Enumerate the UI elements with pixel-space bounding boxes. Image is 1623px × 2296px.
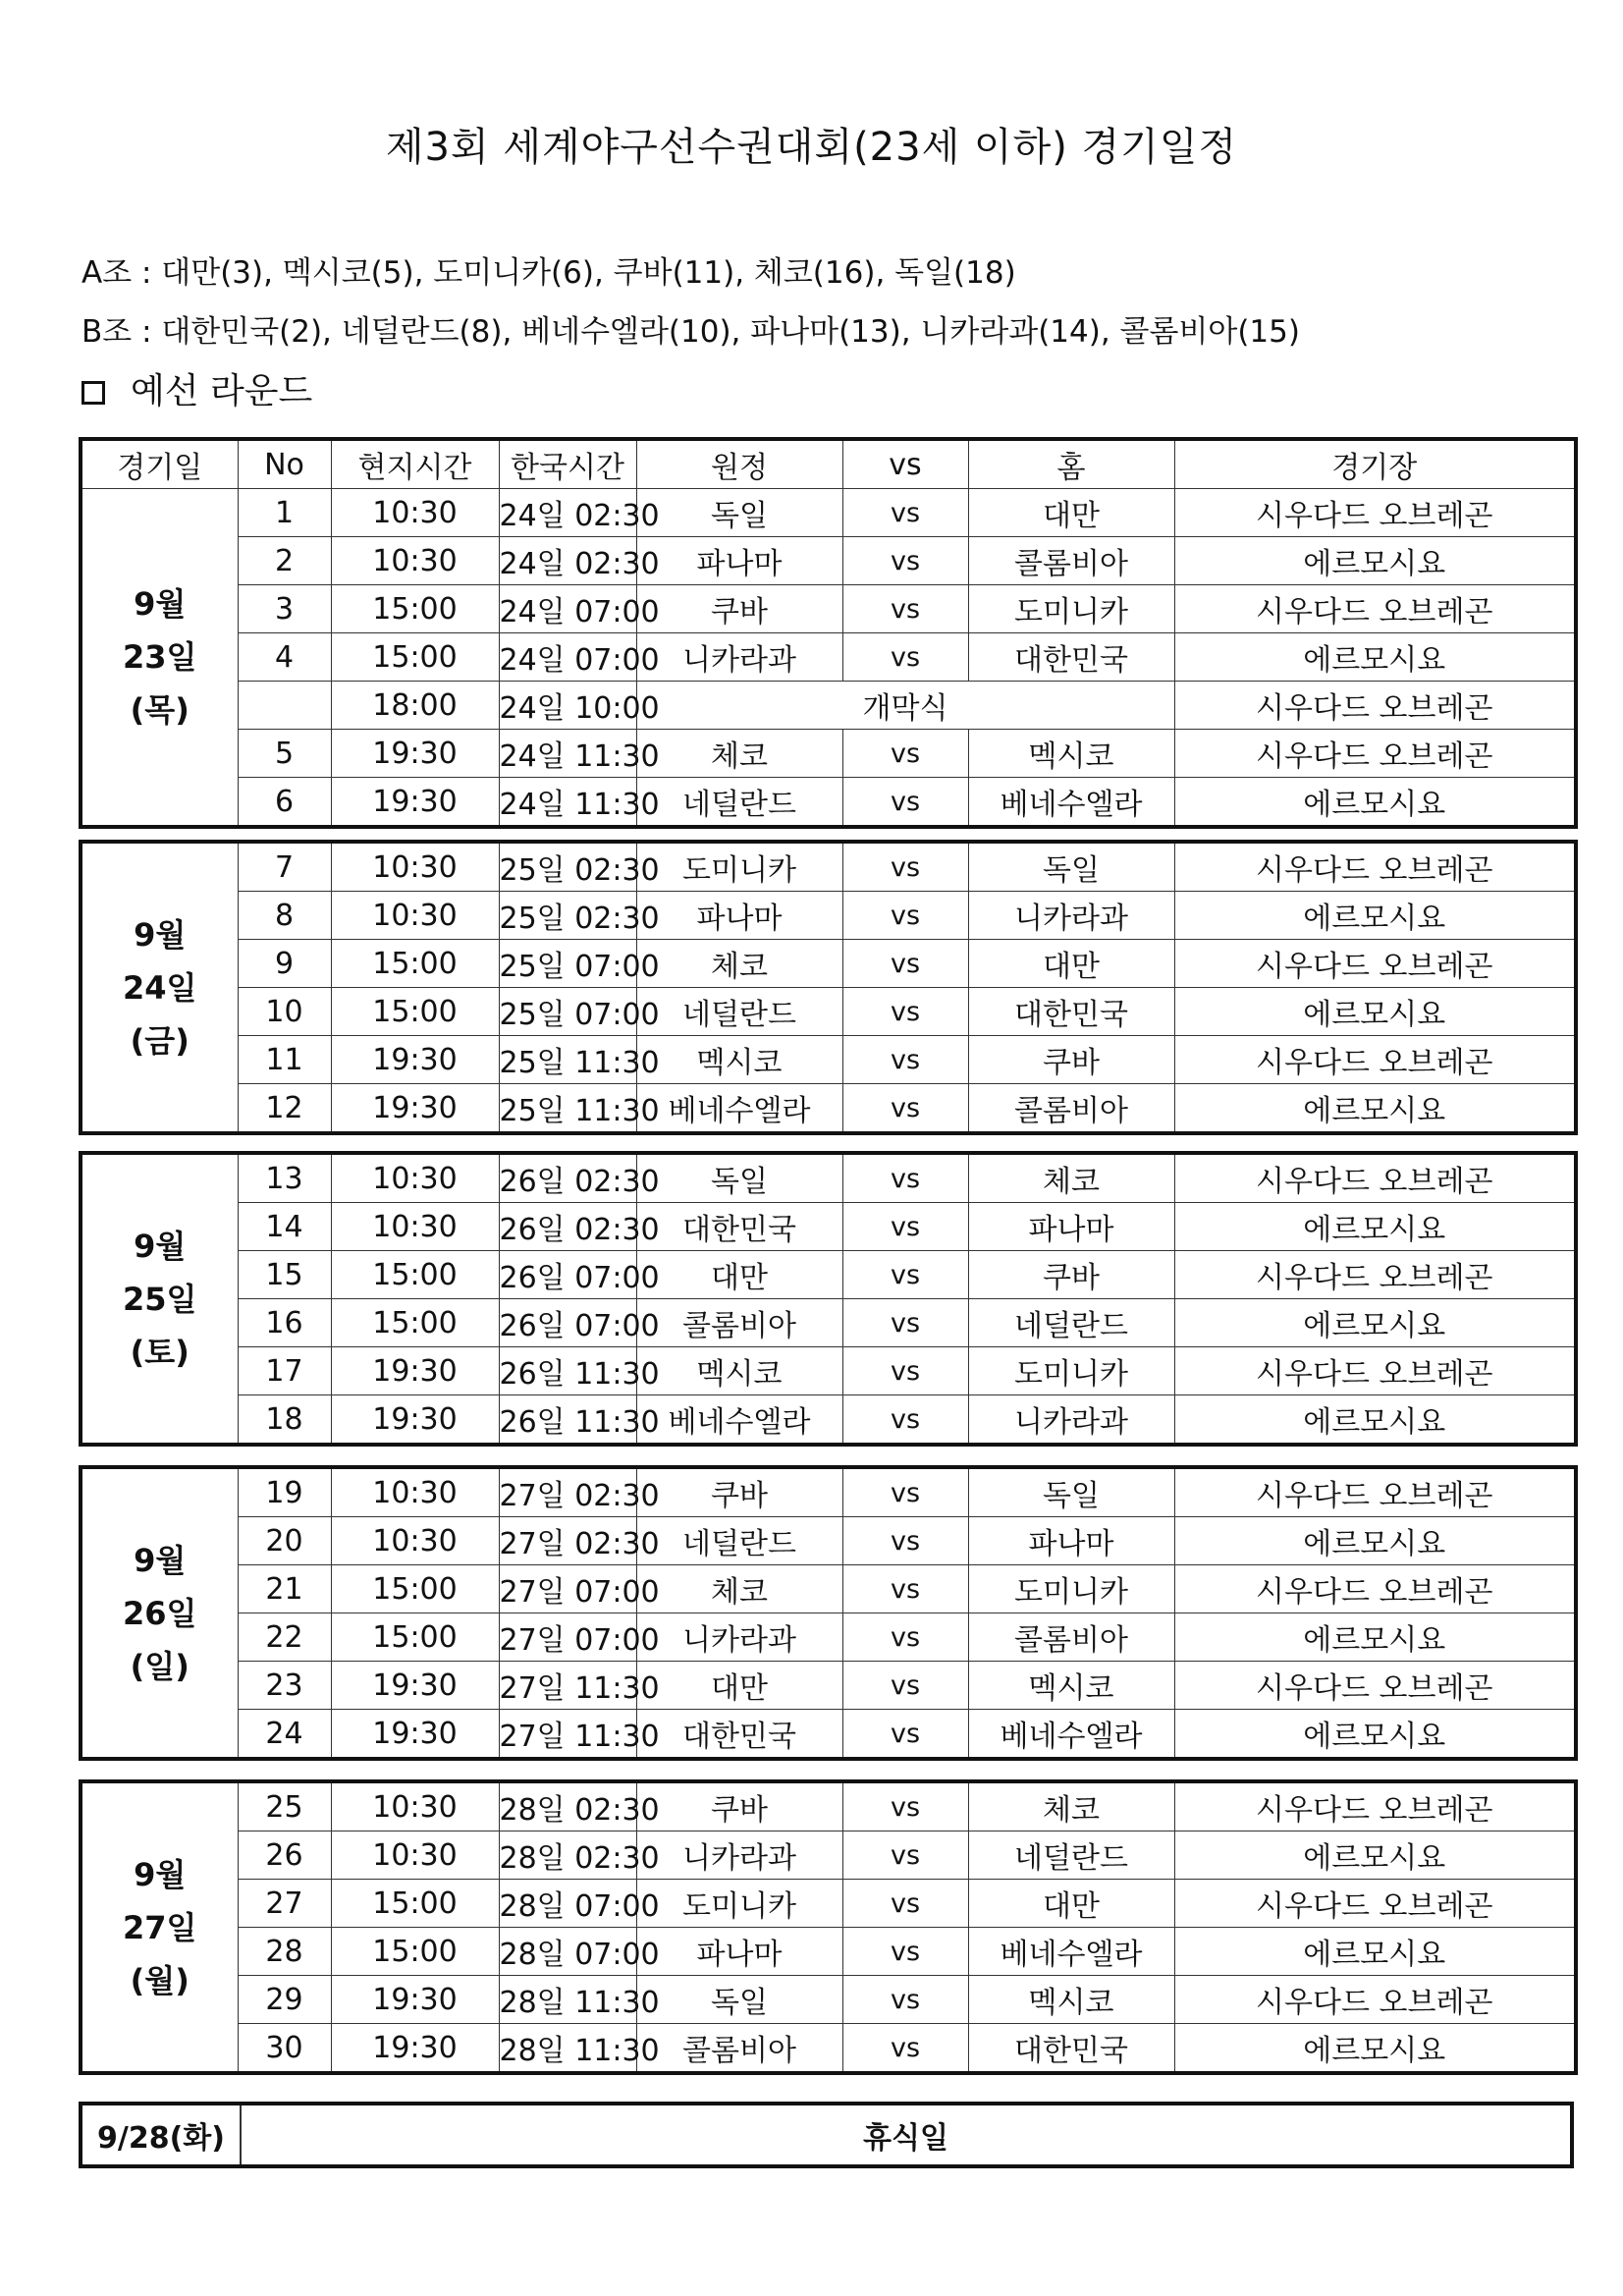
venue: 시우다드 오브레곤 (1174, 1976, 1576, 2024)
korea-time: 28일 07:00 (499, 1880, 636, 1928)
table-row (81, 1467, 1576, 1517)
korea-time: 28일 02:30 (499, 1831, 636, 1880)
venue: 시우다드 오브레곤 (1174, 1880, 1576, 1928)
venue: 에르모시요 (1174, 892, 1576, 940)
away-team: 네덜란드 (636, 1517, 842, 1565)
game-number (238, 682, 331, 730)
versus-label: vs (842, 1251, 968, 1299)
away-team: 도미니카 (636, 1880, 842, 1928)
local-time: 15:00 (331, 1880, 499, 1928)
venue: 에르모시요 (1174, 1517, 1576, 1565)
game-number: 1 (238, 489, 331, 537)
local-time: 10:30 (331, 489, 499, 537)
away-team: 독일 (636, 1153, 842, 1203)
game-number: 18 (238, 1395, 331, 1446)
korea-time: 24일 02:30 (499, 489, 636, 537)
table-row (81, 892, 1576, 940)
date-line: (금) (130, 1021, 189, 1060)
table-row (81, 633, 1576, 682)
game-number: 16 (238, 1299, 331, 1347)
away-team: 멕시코 (636, 1347, 842, 1395)
versus-label: vs (842, 2024, 968, 2074)
away-team: 멕시코 (636, 1036, 842, 1084)
versus-label: vs (842, 1880, 968, 1928)
korea-time: 26일 11:30 (499, 1395, 636, 1446)
venue: 시우다드 오브레곤 (1174, 1467, 1576, 1517)
date-line: 26일 (123, 1594, 197, 1632)
local-time: 19:30 (331, 1662, 499, 1710)
game-number: 25 (238, 1781, 331, 1831)
date-line: (월) (130, 1961, 189, 1999)
game-number: 11 (238, 1036, 331, 1084)
away-team: 니카라과 (636, 1613, 842, 1662)
game-number: 15 (238, 1251, 331, 1299)
table-row (81, 1153, 1576, 1203)
game-number: 12 (238, 1084, 331, 1134)
versus-label: vs (842, 633, 968, 682)
away-team: 파나마 (636, 1928, 842, 1976)
home-team: 네덜란드 (968, 1299, 1174, 1347)
korea-time: 25일 07:00 (499, 988, 636, 1036)
date-line: 9월 (134, 915, 187, 954)
table-row (81, 585, 1576, 633)
event-name: 개막식 (636, 682, 1174, 730)
table-row (81, 1251, 1576, 1299)
table-row (81, 1928, 1576, 1976)
versus-label: vs (842, 1084, 968, 1134)
versus-label: vs (842, 1467, 968, 1517)
table-row (81, 537, 1576, 585)
venue: 시우다드 오브레곤 (1174, 1781, 1576, 1831)
venue: 시우다드 오브레곤 (1174, 1251, 1576, 1299)
local-time: 15:00 (331, 1565, 499, 1613)
away-team: 체코 (636, 1565, 842, 1613)
local-time: 15:00 (331, 988, 499, 1036)
korea-time: 26일 02:30 (499, 1153, 636, 1203)
game-number: 4 (238, 633, 331, 682)
versus-label: vs (842, 1517, 968, 1565)
match-date (81, 842, 238, 1133)
local-time: 19:30 (331, 1036, 499, 1084)
date-line: 25일 (123, 1280, 197, 1318)
schedule-table-day-4 (79, 1465, 1578, 1761)
korea-time: 25일 02:30 (499, 842, 636, 892)
venue: 시우다드 오브레곤 (1174, 682, 1576, 730)
versus-label: vs (842, 489, 968, 537)
local-time: 10:30 (331, 892, 499, 940)
versus-label: vs (842, 892, 968, 940)
home-team: 도미니카 (968, 1347, 1174, 1395)
local-time: 19:30 (331, 1710, 499, 1760)
versus-label: vs (842, 940, 968, 988)
match-date (81, 1153, 238, 1445)
match-date (81, 489, 238, 828)
versus-label: vs (842, 1347, 968, 1395)
home-team: 대만 (968, 1880, 1174, 1928)
home-team: 독일 (968, 1467, 1174, 1517)
game-number: 17 (238, 1347, 331, 1395)
date-line: (목) (130, 691, 189, 729)
home-team: 대한민국 (968, 633, 1174, 682)
away-team: 쿠바 (636, 1781, 842, 1831)
venue: 에르모시요 (1174, 633, 1576, 682)
versus-label: vs (842, 1662, 968, 1710)
local-time: 15:00 (331, 1613, 499, 1662)
korea-time: 27일 02:30 (499, 1517, 636, 1565)
home-team: 콜롬비아 (968, 1084, 1174, 1134)
local-time: 10:30 (331, 1203, 499, 1251)
korea-time: 27일 11:30 (499, 1662, 636, 1710)
table-row (81, 730, 1576, 778)
local-time: 19:30 (331, 730, 499, 778)
korea-time: 24일 07:00 (499, 633, 636, 682)
away-team: 파나마 (636, 892, 842, 940)
local-time: 15:00 (331, 585, 499, 633)
table-row (81, 1831, 1576, 1880)
korea-time: 26일 07:00 (499, 1251, 636, 1299)
date-line: 27일 (123, 1908, 197, 1946)
korea-time: 25일 11:30 (499, 1084, 636, 1134)
table-header-row (81, 439, 1576, 489)
venue: 시우다드 오브레곤 (1174, 1036, 1576, 1084)
korea-time: 25일 11:30 (499, 1036, 636, 1084)
away-team: 니카라과 (636, 1831, 842, 1880)
local-time: 15:00 (331, 1928, 499, 1976)
korea-time: 26일 11:30 (499, 1347, 636, 1395)
game-number: 29 (238, 1976, 331, 2024)
home-team: 베네수엘라 (968, 1710, 1174, 1760)
rest-day-row (79, 2102, 1574, 2168)
home-team: 콜롬비아 (968, 537, 1174, 585)
home-team: 파나마 (968, 1517, 1174, 1565)
game-number: 20 (238, 1517, 331, 1565)
table-row (81, 1036, 1576, 1084)
versus-label: vs (842, 585, 968, 633)
date-line: 9월 (134, 1855, 187, 1893)
game-number: 10 (238, 988, 331, 1036)
home-team: 대만 (968, 489, 1174, 537)
venue: 시우다드 오브레곤 (1174, 1565, 1576, 1613)
game-number: 21 (238, 1565, 331, 1613)
home-team: 체코 (968, 1781, 1174, 1831)
game-number: 22 (238, 1613, 331, 1662)
date-line: 24일 (123, 968, 197, 1007)
versus-label: vs (842, 537, 968, 585)
game-number: 24 (238, 1710, 331, 1760)
korea-time: 25일 07:00 (499, 940, 636, 988)
versus-label: vs (842, 988, 968, 1036)
away-team: 대만 (636, 1662, 842, 1710)
versus-label: vs (842, 1928, 968, 1976)
korea-time: 27일 07:00 (499, 1565, 636, 1613)
korea-time: 24일 11:30 (499, 730, 636, 778)
venue: 에르모시요 (1174, 1084, 1576, 1134)
home-team: 쿠바 (968, 1036, 1174, 1084)
away-team: 대만 (636, 1251, 842, 1299)
date-line: (일) (130, 1647, 189, 1685)
table-row (81, 778, 1576, 828)
schedule-table-day-3 (79, 1151, 1578, 1447)
local-time: 19:30 (331, 1084, 499, 1134)
local-time: 19:30 (331, 778, 499, 828)
korea-time: 24일 02:30 (499, 537, 636, 585)
korea-time: 28일 11:30 (499, 1976, 636, 2024)
korea-time: 28일 07:00 (499, 1928, 636, 1976)
korea-time: 25일 02:30 (499, 892, 636, 940)
venue: 에르모시요 (1174, 1831, 1576, 1880)
korea-time: 26일 07:00 (499, 1299, 636, 1347)
game-number: 28 (238, 1928, 331, 1976)
game-number: 6 (238, 778, 331, 828)
away-team: 파나마 (636, 537, 842, 585)
table-row (81, 988, 1576, 1036)
away-team: 체코 (636, 940, 842, 988)
date-line: (토) (130, 1333, 189, 1371)
table-row (81, 1976, 1576, 2024)
versus-label: vs (842, 1203, 968, 1251)
local-time: 10:30 (331, 1781, 499, 1831)
match-date (81, 1467, 238, 1759)
venue: 시우다드 오브레곤 (1174, 940, 1576, 988)
versus-label: vs (842, 1710, 968, 1760)
schedule-table-day-1 (79, 437, 1578, 829)
away-team: 도미니카 (636, 842, 842, 892)
table-row (81, 1084, 1576, 1134)
versus-label: vs (842, 1153, 968, 1203)
korea-time: 24일 10:00 (499, 682, 636, 730)
venue: 에르모시요 (1174, 2024, 1576, 2074)
column-header: 한국시간 (499, 439, 636, 489)
venue: 에르모시요 (1174, 1613, 1576, 1662)
table-row (81, 1395, 1576, 1446)
home-team: 도미니카 (968, 1565, 1174, 1613)
home-team: 베네수엘라 (968, 1928, 1174, 1976)
home-team: 독일 (968, 842, 1174, 892)
korea-time: 24일 11:30 (499, 778, 636, 828)
game-number: 9 (238, 940, 331, 988)
away-team: 네덜란드 (636, 988, 842, 1036)
venue: 시우다드 오브레곤 (1174, 489, 1576, 537)
away-team: 대한민국 (636, 1710, 842, 1760)
local-time: 10:30 (331, 1831, 499, 1880)
away-team: 네덜란드 (636, 778, 842, 828)
local-time: 15:00 (331, 1299, 499, 1347)
venue: 시우다드 오브레곤 (1174, 1153, 1576, 1203)
table-row (81, 2024, 1576, 2074)
table-row (81, 1880, 1576, 1928)
local-time: 19:30 (331, 1976, 499, 2024)
away-team: 독일 (636, 1976, 842, 2024)
checkbox-square-icon (81, 381, 105, 405)
table-row (81, 1781, 1576, 1831)
schedule-table-day-5 (79, 1779, 1578, 2075)
rest-day-label: 휴식일 (863, 2121, 948, 2156)
local-time: 10:30 (331, 1467, 499, 1517)
column-header: vs (842, 439, 968, 489)
table-row (81, 682, 1576, 730)
away-team: 대한민국 (636, 1203, 842, 1251)
column-header: 경기일 (81, 439, 238, 489)
away-team: 쿠바 (636, 585, 842, 633)
home-team: 콜롬비아 (968, 1613, 1174, 1662)
away-team: 쿠바 (636, 1467, 842, 1517)
table-row (81, 1613, 1576, 1662)
venue: 에르모시요 (1174, 1203, 1576, 1251)
game-number: 8 (238, 892, 331, 940)
away-team: 니카라과 (636, 633, 842, 682)
home-team: 니카라과 (968, 1395, 1174, 1446)
table-row (81, 1299, 1576, 1347)
date-line: 9월 (134, 1227, 187, 1265)
home-team: 체코 (968, 1153, 1174, 1203)
korea-time: 28일 11:30 (499, 2024, 636, 2074)
local-time: 18:00 (331, 682, 499, 730)
korea-time: 27일 11:30 (499, 1710, 636, 1760)
venue: 에르모시요 (1174, 1928, 1576, 1976)
date-line: 9월 (134, 1541, 187, 1579)
versus-label: vs (842, 1565, 968, 1613)
game-number: 3 (238, 585, 331, 633)
table-row (81, 940, 1576, 988)
versus-label: vs (842, 1395, 968, 1446)
versus-label: vs (842, 778, 968, 828)
table-row (81, 1517, 1576, 1565)
schedule-table-day-2 (79, 840, 1578, 1135)
venue: 에르모시요 (1174, 988, 1576, 1036)
korea-time: 28일 02:30 (499, 1781, 636, 1831)
versus-label: vs (842, 730, 968, 778)
local-time: 10:30 (331, 1517, 499, 1565)
local-time: 19:30 (331, 1347, 499, 1395)
home-team: 베네수엘라 (968, 778, 1174, 828)
venue: 에르모시요 (1174, 1299, 1576, 1347)
game-number: 13 (238, 1153, 331, 1203)
versus-label: vs (842, 1299, 968, 1347)
korea-time: 27일 07:00 (499, 1613, 636, 1662)
date-line: 9월 (134, 585, 187, 623)
match-date (81, 1781, 238, 2073)
column-header: 경기장 (1174, 439, 1576, 489)
home-team: 도미니카 (968, 585, 1174, 633)
local-time: 15:00 (331, 633, 499, 682)
away-team: 베네수엘라 (636, 1395, 842, 1446)
local-time: 10:30 (331, 1153, 499, 1203)
away-team: 독일 (636, 489, 842, 537)
home-team: 멕시코 (968, 1976, 1174, 2024)
venue: 에르모시요 (1174, 1395, 1576, 1446)
venue: 시우다드 오브레곤 (1174, 585, 1576, 633)
game-number: 2 (238, 537, 331, 585)
venue: 시우다드 오브레곤 (1174, 842, 1576, 892)
group-b-line: B조 : 대한민국(2), 네덜란드(8), 베네수엘라(10), 파나마(13), 니카라과(14), 콜롬비아(15) (81, 314, 1300, 350)
local-time: 15:00 (331, 940, 499, 988)
home-team: 멕시코 (968, 730, 1174, 778)
group-a-line: A조 : 대만(3), 멕시코(5), 도미니카(6), 쿠바(11), 체코(16), 독일(18) (81, 255, 1016, 291)
venue: 시우다드 오브레곤 (1174, 730, 1576, 778)
korea-time: 27일 02:30 (499, 1467, 636, 1517)
home-team: 대만 (968, 940, 1174, 988)
home-team: 멕시코 (968, 1662, 1174, 1710)
home-team: 쿠바 (968, 1251, 1174, 1299)
game-number: 23 (238, 1662, 331, 1710)
game-number: 19 (238, 1467, 331, 1517)
home-team: 대한민국 (968, 988, 1174, 1036)
versus-label: vs (842, 1781, 968, 1831)
away-team: 콜롬비아 (636, 1299, 842, 1347)
venue: 에르모시요 (1174, 537, 1576, 585)
home-team: 니카라과 (968, 892, 1174, 940)
away-team: 베네수엘라 (636, 1084, 842, 1134)
away-team: 체코 (636, 730, 842, 778)
table-row (81, 1347, 1576, 1395)
versus-label: vs (842, 842, 968, 892)
column-header: 홈 (968, 439, 1174, 489)
table-row (81, 1662, 1576, 1710)
venue: 시우다드 오브레곤 (1174, 1662, 1576, 1710)
game-number: 30 (238, 2024, 331, 2074)
korea-time: 24일 07:00 (499, 585, 636, 633)
versus-label: vs (842, 1613, 968, 1662)
section-title: 예선 라운드 (131, 371, 313, 411)
page-title: 제3회 세계야구선수권대회(23세 이하) 경기일정 (385, 125, 1238, 170)
game-number: 26 (238, 1831, 331, 1880)
table-row (81, 1565, 1576, 1613)
column-header: 원정 (636, 439, 842, 489)
home-team: 대한민국 (968, 2024, 1174, 2074)
away-team: 콜롬비아 (636, 2024, 842, 2074)
game-number: 5 (238, 730, 331, 778)
venue: 에르모시요 (1174, 1710, 1576, 1760)
versus-label: vs (842, 1976, 968, 2024)
local-time: 15:00 (331, 1251, 499, 1299)
table-row (81, 1203, 1576, 1251)
local-time: 10:30 (331, 537, 499, 585)
section-heading (81, 363, 312, 413)
korea-time: 26일 02:30 (499, 1203, 636, 1251)
game-number: 27 (238, 1880, 331, 1928)
table-row (81, 1710, 1576, 1760)
game-number: 7 (238, 842, 331, 892)
column-header: 현지시간 (331, 439, 499, 489)
venue: 에르모시요 (1174, 778, 1576, 828)
date-line: 23일 (123, 638, 197, 676)
column-header: No (238, 439, 331, 489)
versus-label: vs (842, 1036, 968, 1084)
local-time: 19:30 (331, 1395, 499, 1446)
venue: 시우다드 오브레곤 (1174, 1347, 1576, 1395)
table-row (81, 489, 1576, 537)
home-team: 네덜란드 (968, 1831, 1174, 1880)
table-row (81, 842, 1576, 892)
versus-label: vs (842, 1831, 968, 1880)
local-time: 10:30 (331, 842, 499, 892)
local-time: 19:30 (331, 2024, 499, 2074)
game-number: 14 (238, 1203, 331, 1251)
rest-day-date: 9/28(화) (82, 2105, 242, 2164)
home-team: 파나마 (968, 1203, 1174, 1251)
